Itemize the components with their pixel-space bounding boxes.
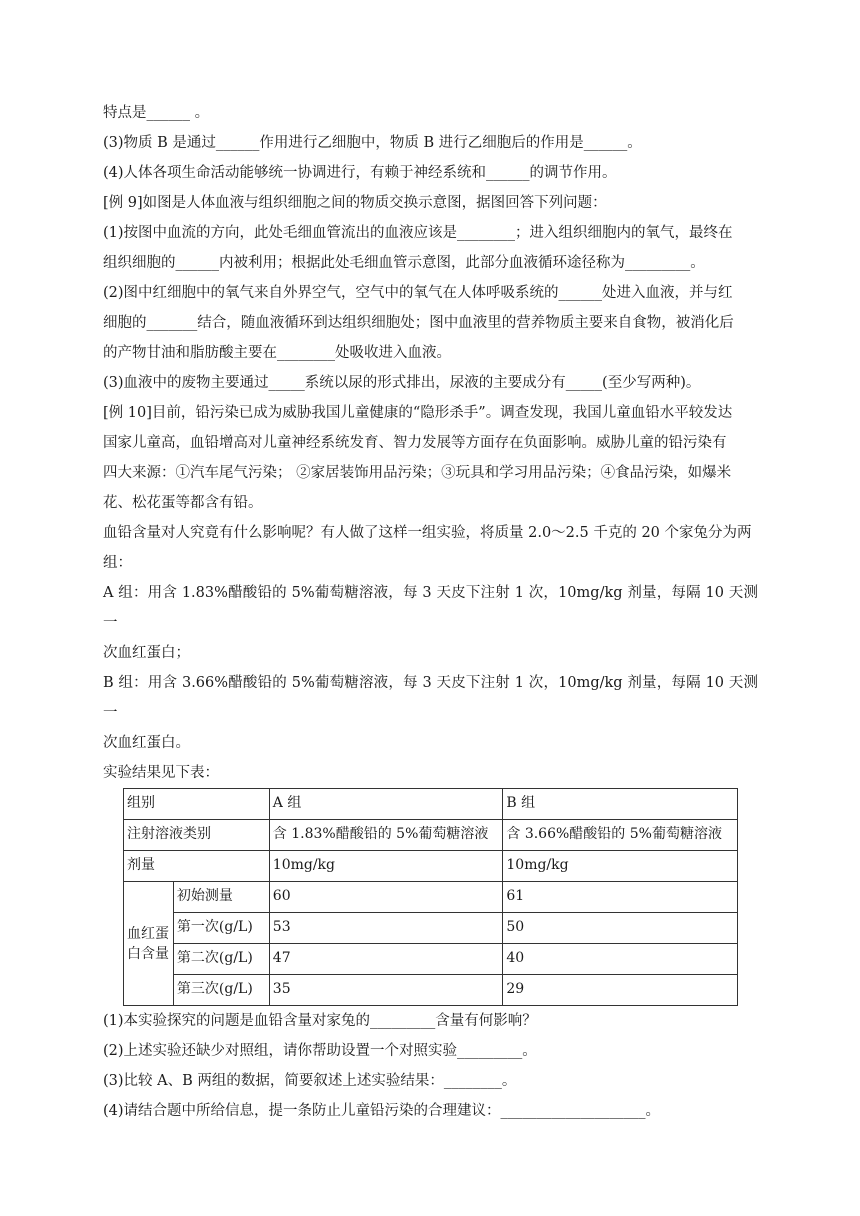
text-line: 实验结果见下表： (103, 765, 219, 781)
table-header-cell: A 组 (269, 789, 503, 820)
text-line: 次血红蛋白； (103, 645, 190, 661)
table-cell: 10mg/kg (269, 851, 503, 882)
table-cell: 剂量 (124, 851, 270, 882)
document-page (103, 98, 758, 1126)
text-line: A 组：用含 1.83%醋酸铅的 5%葡萄糖溶液，每 3 天皮下注射 1 次，10mg/kg 剂量，每隔 10 天测一 (103, 585, 758, 631)
table-cell: 29 (503, 975, 738, 1006)
table-cell: 注射溶液类别 (124, 820, 270, 851)
table-row (124, 789, 738, 820)
table-cell: 含 1.83%醋酸铅的 5%葡萄糖溶液 (269, 820, 503, 851)
table-cell: 61 (503, 882, 738, 913)
table-cell: 第二次(g/L) (173, 944, 269, 975)
text-block-bottom (103, 1006, 758, 1126)
hemoglobin-label-line: 血红蛋 (127, 925, 169, 942)
text-line: (3)血液中的废物主要通过_____系统以尿的形式排出，尿液的主要成分有_____(至少写两种)。 (103, 375, 701, 391)
text-line: (2)图中红细胞中的氧气来自外界空气，空气中的氧气在人体呼吸系统的______处进入血液，并与红 (103, 285, 733, 301)
text-block-top (103, 98, 758, 788)
table-cell: 10mg/kg (503, 851, 738, 882)
table-cell: 53 (269, 913, 503, 944)
table-cell: 35 (269, 975, 503, 1006)
table-cell: 第三次(g/L) (173, 975, 269, 1006)
table-row (124, 944, 738, 975)
text-line: (1)按图中血流的方向，此处毛细血管流出的血液应该是________；进入组织细胞内的氧气，最终在 (103, 225, 733, 241)
text-line: 细胞的_______结合，随血液循环到达组织细胞处；图中血液里的营养物质主要来自食物，被消化后 (103, 315, 734, 331)
question-line: (4)请结合题中所给信息，提一条防止儿童铅污染的合理建议：____________________。 (103, 1103, 661, 1119)
text-line: 血铅含量对人究竟有什么影响呢？有人做了这样一组实验，将质量 2.0～2.5 千克的 20 个家兔分为两 (103, 525, 752, 541)
example-heading: [例 9]如图是人体血液与组织细胞之间的物质交换示意图，据图回答下列问题： (103, 195, 607, 211)
example-heading: [例 10]目前，铅污染已成为威胁我国儿童健康的“隐形杀手”。调查发现，我国儿童血铅水平较发达 (103, 405, 733, 421)
table-row (124, 913, 738, 944)
text-line: 组： (103, 555, 132, 571)
table-row (124, 882, 738, 913)
text-line: B 组：用含 3.66%醋酸铅的 5%葡萄糖溶液，每 3 天皮下注射 1 次，10mg/kg 剂量，每隔 10 天测一 (103, 675, 758, 721)
hemoglobin-label-cell (124, 882, 174, 1006)
table-header-cell: 组别 (124, 789, 270, 820)
table-row (124, 820, 738, 851)
text-line: (4)人体各项生命活动能够统一协调进行，有赖于神经系统和______的调节作用。 (103, 165, 617, 181)
text-line: 的产物甘油和脂肪酸主要在________处吸收进入血液。 (103, 345, 451, 361)
text-line: 特点是______ 。 (103, 105, 210, 121)
text-line: 花、松花蛋等都含有铅。 (103, 495, 263, 511)
hemoglobin-label-line: 白含量 (127, 945, 169, 962)
table-cell: 60 (269, 882, 503, 913)
table-cell: 初始测量 (173, 882, 269, 913)
text-line: 次血红蛋白。 (103, 735, 190, 751)
text-line: 组织细胞的______内被利用；根据此处毛细血管示意图，此部分血液循环途径称为_________。 (103, 255, 705, 271)
table-cell: 含 3.66%醋酸铅的 5%葡萄糖溶液 (503, 820, 738, 851)
text-line: 国家儿童高，血铅增高对儿童神经系统发育、智力发展等方面存在负面影响。威胁儿童的铅污染有 (103, 435, 727, 451)
table-cell: 50 (503, 913, 738, 944)
table-cell: 47 (269, 944, 503, 975)
table-cell: 40 (503, 944, 738, 975)
question-line: (1)本实验探究的问题是血铅含量对家兔的_________含量有何影响？ (103, 1013, 537, 1029)
table-header-cell: B 组 (503, 789, 738, 820)
text-line: (3)物质 B 是通过______作用进行乙细胞中，物质 B 进行乙细胞后的作用是______。 (103, 135, 642, 151)
results-table (123, 788, 738, 1006)
question-line: (2)上述实验还缺少对照组，请你帮助设置一个对照实验_________。 (103, 1043, 537, 1059)
table-cell: 第一次(g/L) (173, 913, 269, 944)
table-row (124, 975, 738, 1006)
text-line: 四大来源：①汽车尾气污染； ②家居装饰用品污染；③玩具和学习用品污染；④食品污染，如爆米 (103, 465, 732, 481)
table-row (124, 851, 738, 882)
question-line: (3)比较 A、B 两组的数据，简要叙述上述实验结果：________。 (103, 1073, 517, 1089)
